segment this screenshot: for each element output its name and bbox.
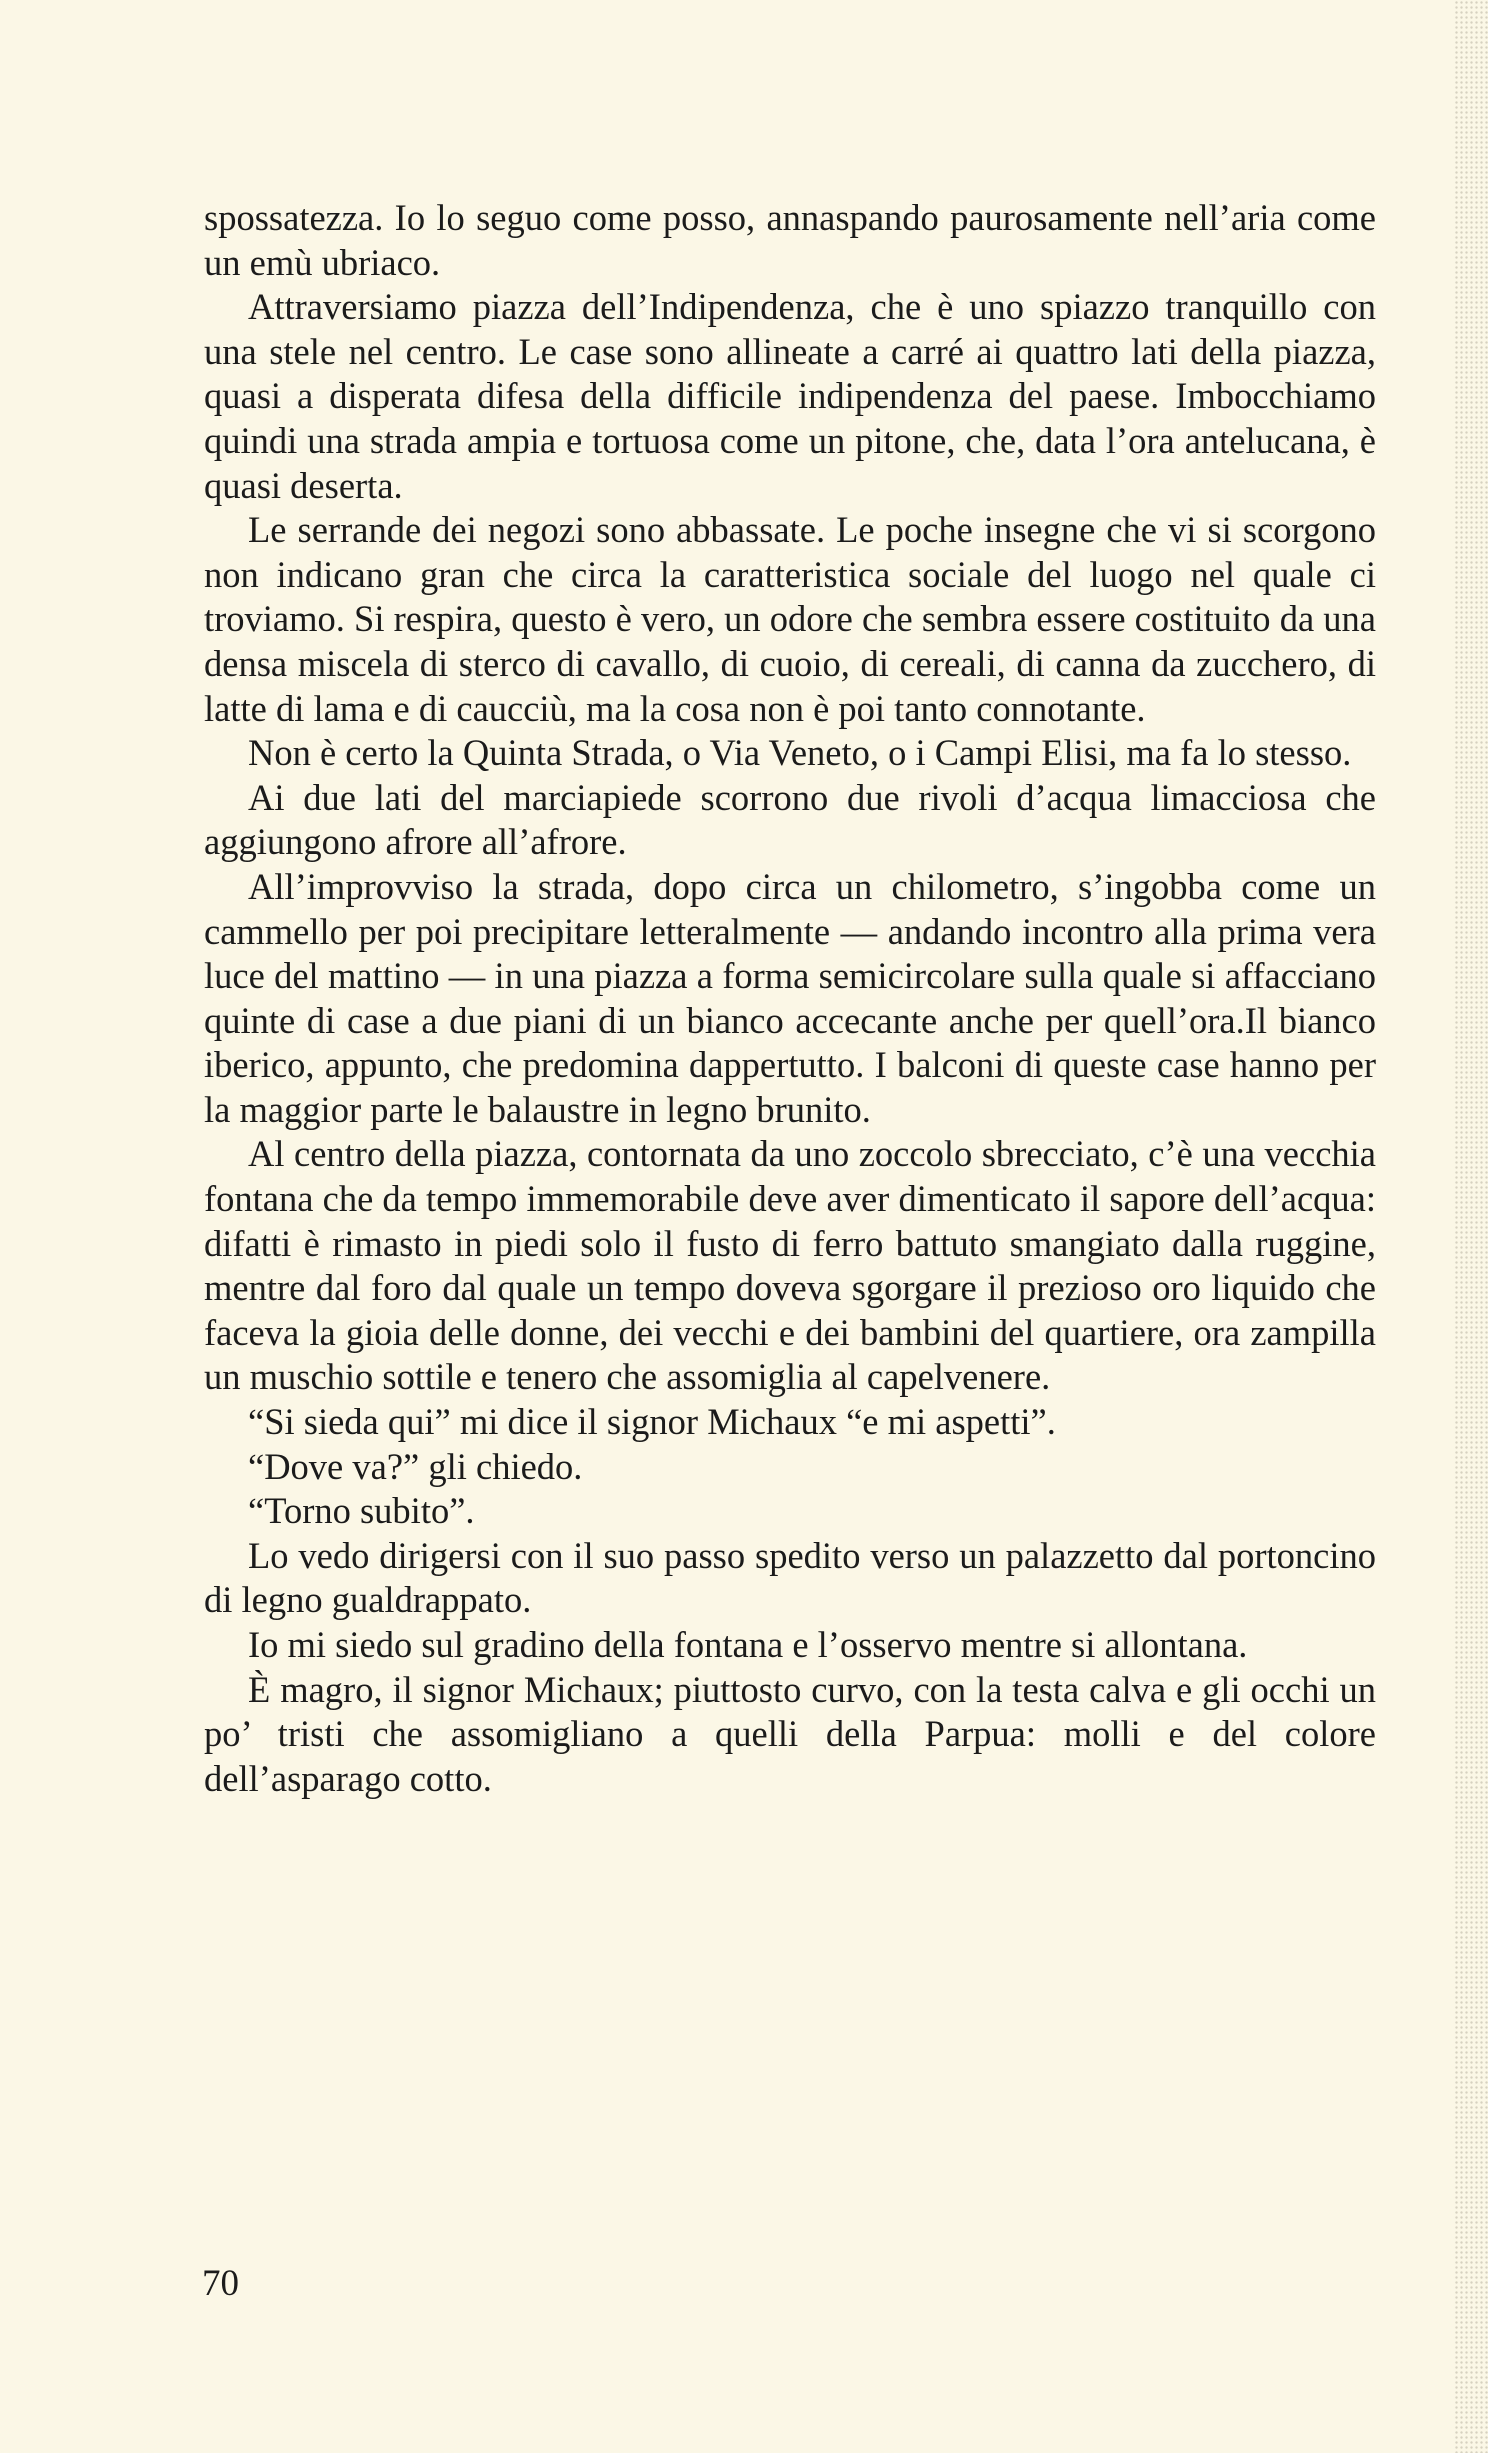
paragraph-1: spossatezza. Io lo seguo come posso, annaspando paurosamente nell’aria come un emù ubriaco. (204, 197, 1376, 283)
paragraph-2: Attraversiamo piazza dell’Indipendenza, che è uno spiazzo tranquillo con una stele nel centro. Le case sono allineate a carré ai quattro lati della piazza, quasi a disperata difesa della difficile indipendenza del paese. Imbocchiamo quindi una strada ampia e tortuosa come un pitone, che, data l’ora antelucana, è quasi deserta. (204, 286, 1376, 506)
page-edge-texture (1454, 0, 1488, 2453)
paragraph-7: Al centro della piazza, contornata da uno zoccolo sbrecciato, c’è una vecchia fontana che da tempo immemorabile deve aver dimenticato il sapore dell’acqua: difatti è rimasto in piedi solo il fusto di ferro battuto smangiato dalla ruggine, mentre dal foro dal quale un tempo doveva sgorgare il prezioso oro liquido che faceva la gioia delle donne, dei vecchi e dei bambini del quartiere, ora zampilla un muschio sottile e tenero che assomiglia al capelvenere. (204, 1133, 1376, 1398)
paragraph-10: “Torno subito”. (248, 1490, 475, 1532)
paragraph-13: È magro, il signor Michaux; piuttosto curvo, con la testa calva e gli occhi un po’ tristi che assomigliano a quelli della Parpua: molli e del colore dell’asparago cotto. (204, 1668, 1376, 1799)
paragraph-11: Lo vedo dirigersi con il suo passo spedito verso un palazzetto dal portoncino di legno gualdrappato. (204, 1534, 1376, 1621)
paragraph-9: “Dove va?” gli chiedo. (248, 1445, 583, 1487)
paragraph-12: Io mi siedo sul gradino della fontana e l’osservo mentre si allontana. (248, 1624, 1248, 1665)
paragraph-6: All’improvviso la strada, dopo circa un chilometro, s’ingobba come un cammello per poi precipitare letteralmente — andando incontro alla prima vera luce del mattino — in una piazza a forma semicircolare sulla quale si affacciano quinte di case a due piani di un bianco accecante anche per quell’ora.Il bianco iberico, appunto, che predomina dappertutto. I balconi di queste case hanno per la maggior parte le balaustre in legno brunito. (204, 865, 1376, 1130)
paragraph-8: “Si sieda qui” mi dice il signor Michaux “e mi aspetti”. (248, 1401, 1056, 1443)
body-text (204, 196, 1376, 1801)
paragraph-3: Le serrande dei negozi sono abbassate. Le poche insegne che vi si scorgono non indicano gran che circa la caratteristica sociale del luogo nel quale ci troviamo. Si respira, questo è vero, un odore che sembra essere costituito da una densa miscela di sterco di cavallo, di cuoio, di cereali, di canna da zucchero, di latte di lama e di caucciù, ma la cosa non è poi tanto connotante. (204, 509, 1376, 729)
paragraph-5: Ai due lati del marciapiede scorrono due rivoli d’acqua limacciosa che aggiungono afrore all’afrore. (204, 776, 1376, 863)
page-number: 70 (202, 2263, 239, 2304)
paragraph-4: Non è certo la Quinta Strada, o Via Veneto, o i Campi Elisi, ma fa lo stesso. (248, 732, 1352, 774)
